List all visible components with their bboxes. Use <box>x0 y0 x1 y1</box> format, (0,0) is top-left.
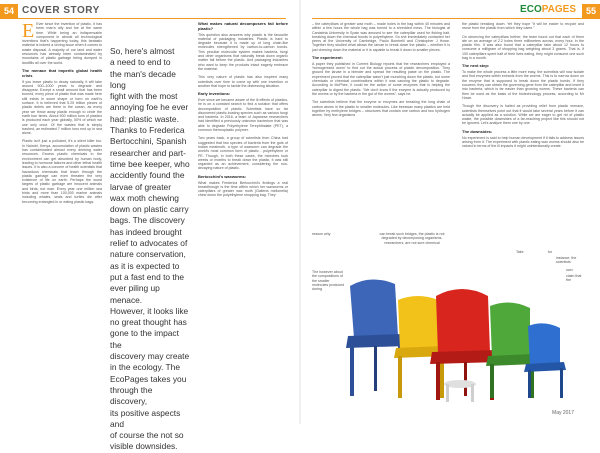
ecopages-logo <box>520 2 576 18</box>
pull-quote-line: as it is expected to <box>110 260 180 271</box>
pull-quote-line: had: plastic waste. <box>110 113 179 124</box>
pull-quote-line: nature conservation, <box>110 249 186 260</box>
pull-quote-line: in the ecology. The <box>110 362 180 373</box>
paragraph: Though the discovery is hailed as providing relief from plastic menace, scientists themselves point out that it would take several years before it can actually be applied as a solution. While we are eager to get rid of plastic waste, the possible downsides of a far-reaching project like this should not be ignored. Let's analyze them one by one. <box>462 104 584 126</box>
pull-quote-line: visible downsides. <box>110 441 178 452</box>
blue-chair <box>346 279 406 396</box>
intro-text: Ever since the invention of plastic, it has been man's ally and foe at the same time. While being an indispensable component in almost all technological inventions that's happening today, this fantastic material is indeed a vexing issue when it comes to waste disposal. A majority of our land and water resources has already been contaminated by mountains of plastic garbage being dumped in landfills all over the world. <box>22 22 102 65</box>
plastic-chairs-photo <box>340 256 570 406</box>
article-column-3 <box>312 22 450 232</box>
drop-cap: E <box>22 20 35 42</box>
pull-quote-line: down on plastic carry <box>110 204 189 215</box>
pull-quote-line: of course the not so <box>110 430 184 441</box>
article-column-1 <box>22 22 102 414</box>
pull-quote-line: has indeed brought <box>110 226 182 237</box>
wrap-text-lower: The however about the compositions of the smaller molecules produced during <box>312 270 345 292</box>
small-blue-chair <box>524 323 566 398</box>
plastic-stool <box>444 380 476 402</box>
paragraph: No experiment is said to help human development if it fails to address issues arising from it. The experiment with plastic eating wax worms should also be valued in terms of the ill impacts it might unintentionally create. <box>462 135 584 149</box>
page-gutter <box>299 0 301 424</box>
paragraph: Two years back, a group of scientists from China had suggested that two species of bacteria from the guts of Indian mealmoth, a type of waxworm can degrade the world's most common form of plastic - polyethylene or PE. Though, in both these cases, the microbes took weeks or months to break down the plastic, it was still regarded as an achievement, considering the non-decaying nature of plastic. <box>198 136 288 171</box>
pull-quote-line: gone to the impact the <box>110 328 179 350</box>
paragraph: the plastic breaking down. Yet they hope "it will be easier to recycle and reuse from the plastic from which they came." <box>462 22 584 31</box>
subheading-decomposers: What makes natural decomposers fail before plastic? <box>198 21 288 31</box>
pull-quote-line: wax moth chewing <box>110 192 179 203</box>
subheading-experiment: The experiment: <box>312 55 343 61</box>
pull-quote-line: no great thought has <box>110 317 187 328</box>
paragraph: Ever since we became aware of the ill effects of plastics, he is on a constant search to find a solution that offers decomposition of plastic. Scientists have so far discovered plastic-busting species such as various fungi and bacteria. In 2016, a team of Japanese researchers had identified a previously unknown bacterium that was able to degrade Polyethylene Terephthalate (PET), a common thermoplastic polymer. <box>198 97 288 133</box>
wrap-text-own: own <box>566 268 573 272</box>
pull-quote-line: EcoPages takes you <box>110 373 187 384</box>
pull-quote-line: time bee keeper, who <box>110 158 190 169</box>
pull-quote-line: So, here's almost <box>110 46 175 56</box>
subheading-downsides: The downsides: <box>462 128 493 134</box>
paragraph: A paper they published in Current Biology reports that the researchers employed a 'homogenized worm' to find out the actual process of plastic decomposition. They ground the larvae in a blender and spread the resulting paste on the plastic. The experiment proved that the caterpillar wasn't just munching down the plastic, but some chemicals or chemical combinations within it was causing the plastic to degrade. According to McPhee, it could be the action of some enzymes that is helping the caterpillar to digest the plastic. "We don't know if the enzyme is actually produced by the worms or by the bacteria in the gut of the worms", says he. <box>312 61 450 96</box>
pull-quote-line: a need to end to <box>110 57 171 68</box>
article-column-2 <box>198 22 288 414</box>
issue-date: May 2017 <box>552 410 574 416</box>
pull-quote-line: its positive aspects and <box>110 407 181 429</box>
wrap-text-for: for <box>548 250 553 254</box>
pull-quote-line: the man's decade long <box>110 68 176 90</box>
pull-quote-line: ever piling up menace. <box>110 283 160 305</box>
wrap-text-left: reason why <box>312 232 331 236</box>
pull-quote-line: relief to advocates of <box>110 238 188 249</box>
subheading-waxworms: Bertocchini's waxworms: <box>198 173 247 179</box>
subheading-menace: The menace that imperils global health crisis <box>22 67 102 78</box>
wrap-text-instance: instance, the scientists <box>556 256 577 265</box>
pull-quote-line: put a fast end to the <box>110 271 185 282</box>
header-rule-right <box>312 18 600 19</box>
paragraph: Plastic isn't just a pollutant, it's a silent killer too. In Nairobi, Kenya, accumulation of plastic wastes has contaminated almost every drinking water resources. Excess plastic chemicals in the environment can get absorbed by human body, leading to hormone failures and other lethal health issues. It is also a concern of health scientists that hazardous chemicals that leach through the plastic garbage can even threaten the very existence of life on earth. Perhaps the worst targets of plastic garbage are innocent animals and birds, not man. Every year one million sea birds and more than 100,000 marine animals including whales, seals and turtles die after becoming entangled in or eating plastic bags. <box>22 139 102 204</box>
page-number-left: 54 <box>0 4 18 18</box>
wrap-text-claim: claim that the <box>566 274 582 283</box>
pull-quote-line: through the discovery, <box>110 384 153 407</box>
pull-quote-line: However, it looks like <box>110 305 189 316</box>
pull-quote-line: accidently found the <box>110 170 185 181</box>
paragraph: This very nature of plastic has also inspired many scientists over time to come up with one invention or another that hope to tackle the distressing situation. <box>198 75 288 88</box>
pull-quote-line: larvae of greater <box>110 181 171 192</box>
logo-eco: ECO <box>520 4 542 15</box>
logo-pages: PAGES <box>541 4 576 15</box>
pull-quote-line: Bertocchini, Spanish <box>110 136 187 147</box>
pull-quote-line: annoying foe he ever <box>110 102 189 113</box>
pull-quote-line: fight with the most <box>110 91 178 102</box>
paragraph: What makes Frederica Bertocchini's findings a real breakthrough is the time within which her waxworms or caterpillars of greater wax moth (Galleria mellonella) chew down the polyethylene shopping bag. They <box>198 180 288 198</box>
paragraph: To make the whole process a little more easy, the scientists will now isolate and find enzymes within extracts from the worms. This is to narrow down on the enzyme that is supposed to break down the plastic bonds. If they succeed, they can obtain the governing gene from the caterpillar and insert it into bacteria, which is far easier than growing worms. These bacteria can then be used as the basis of the biotechnology process, according to Mr Howe. <box>462 70 584 100</box>
plastic-chairs-illustration <box>340 256 570 406</box>
header-rule-left <box>0 18 286 19</box>
article-column-4 <box>462 22 584 232</box>
pull-quote-line: discovery may create <box>110 351 190 362</box>
intro-paragraph <box>22 22 102 65</box>
subheading-next-step: The next step: <box>462 63 490 69</box>
wrap-text-right: can break such bridges, the plastic is not degraded by decomposing organisms. researchers, are not sure chemical <box>379 232 445 245</box>
paragraph: On observing the caterpillars further, the team found out that each of them ate on an average of 2.2 holes three millimeters across, every hour, in the plastic film. It was also found that a caterpillar take about 12 hours to consume a milligram of shopping bag weighing about 3 grams. That is, if 100 caterpillars spent half of their lives eating, they might consume one such bag in a month. <box>462 34 584 61</box>
section-title: COVER STORY <box>22 5 100 16</box>
paragraph: If you leave plastic to decay naturally, it will take around 500–1000 years to degrade and disappear. Except a small amount that has been burned, every piece of plastic that was made here still exists in some shape or form on earth's surface. It is believed that 5.25 trillion pieces of plastic debris are there in the ocean, as every year we throw away plastic enough to circle the earth four times. About 500 million tons of plastics is produced each year globally, 50% of which we use only once. Of the wastes that is simply trashed, an estimated 7 million tons end up in sea alone. <box>22 79 102 136</box>
wrap-text-take: Take <box>516 250 524 254</box>
page-number-right: 55 <box>582 4 600 18</box>
subheading-early-inventions: Early inventions: <box>198 91 231 97</box>
pull-quote-line: bags. The discovery <box>110 215 185 226</box>
pull-quote-line: Thanks to Frederica <box>110 125 185 136</box>
paragraph: This question also answers why plastic is the favourite material of packaging industries. Plastic is hard to degrade because it is made up of long chain-like molecules strengthened by carbon-to-carbon bonds. This peculiar molecular system makes bacteria, fungi and other organisms that naturally break down organic matter fail before the plastic. And packaging industries who want to keep the products intact eagerly embrace the material. <box>198 32 288 71</box>
paragraph: The scientists believe that the enzyme or enzymes are breaking the long chain of carbon atoms in the plastic to smaller molecules. Like beeswax many plastics are held together by methylene bridges – structures that contain one carbon and two hydrogen atoms. Very few organisms <box>312 100 450 118</box>
pull-quote <box>110 46 190 453</box>
pull-quote-line: researcher and part- <box>110 147 186 158</box>
paragraph: – the caterpillars of greater wax moth – made holes in the bag within 40 minutes and within a few hours the whole bag was turned to a shredded mess. The biologist at Cantabria University in Spain was amused to see the caterpillar used for fishing bait, breaking down the chemical bonds in polyethylene. So she immediately contacted her peers at the University of Cambridge, Paolo Bombelli and Christopher J Howe. Together they studied what allows the larvae to break down the plastic – whether it is just chewing down the material or it is capable to break it down to smaller pieces. <box>312 22 450 52</box>
